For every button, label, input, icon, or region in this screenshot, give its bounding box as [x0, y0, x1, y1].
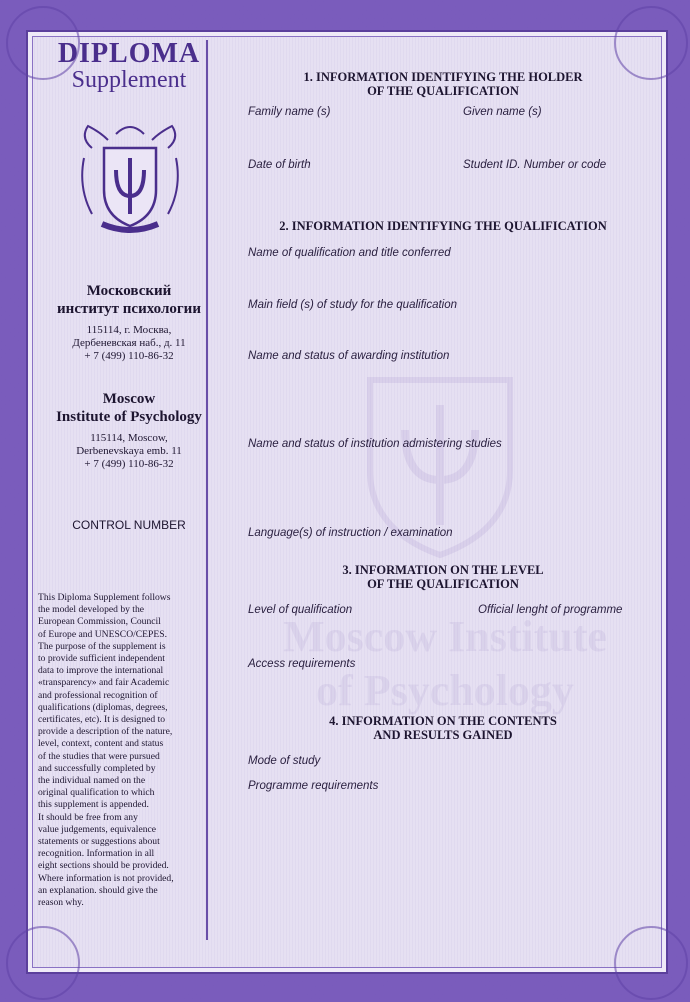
- note-line: and successfully completed by: [38, 762, 156, 774]
- control-number-label: CONTROL NUMBER: [72, 518, 186, 532]
- section-3-heading-line-1: 3. INFORMATION ON THE LEVEL: [342, 563, 544, 577]
- note-line: recognition. Information in all: [38, 848, 155, 860]
- note-line: European Commission, Council: [38, 616, 161, 628]
- institution-en-address-line-2: Derbenevskaya emb. 11: [76, 445, 182, 457]
- section-4-heading: [248, 714, 638, 742]
- family-name-label: Family name (s): [248, 106, 331, 118]
- institution-ru: [26, 282, 232, 363]
- mode-of-study-label: Mode of study: [248, 755, 321, 767]
- section-4-heading-line-1: 4. INFORMATION ON THE CONTENTS: [329, 714, 557, 728]
- institution-ru-address-line-1: 115114, г. Москва,: [86, 324, 172, 336]
- institution-en: [26, 390, 232, 471]
- corner-ornament-bottom-left: [6, 926, 80, 1000]
- note-line: It should be free from any: [38, 811, 138, 823]
- note-line: value judgements, equivalence: [38, 823, 157, 835]
- note-line: the individual named on the: [38, 775, 146, 787]
- institution-en-name-line-2: Institute of Psychology: [56, 409, 202, 425]
- level-of-qualification-label: Level of qualification: [248, 604, 353, 616]
- note-line: the model developed by the: [38, 604, 145, 616]
- note-line: statements or suggestions about: [38, 836, 160, 848]
- section-4-heading-line-2: AND RESULTS GAINED: [373, 728, 513, 742]
- corner-ornament-top-right: [614, 6, 688, 80]
- section-3-heading: [248, 563, 638, 591]
- note-line: certificates, etc). It is designed to: [38, 714, 166, 726]
- institution-ru-name-line-2: институт психологии: [57, 301, 201, 317]
- student-id-label: Student ID. Number or code: [463, 159, 607, 171]
- note-line: original qualification to which: [38, 787, 155, 799]
- corner-ornament-bottom-right: [614, 926, 688, 1000]
- note-line: «transparency» and fair Academic: [38, 677, 170, 689]
- institution-ru-address: [26, 324, 232, 363]
- note-line: This Diploma Supplement follows: [38, 592, 171, 603]
- watermark-line-1: Moscow Institute: [283, 612, 607, 661]
- given-name-label: Given name (s): [463, 106, 542, 118]
- programme-length-label: Official lenght of programme: [478, 604, 623, 616]
- institution-ru-phone: + 7 (499) 110-86-32: [84, 350, 174, 362]
- qualification-name-label: Name of qualification and title conferred: [248, 247, 451, 259]
- note-line: this supplement is appended.: [38, 799, 149, 811]
- note-line: to provide sufficient independent: [38, 653, 165, 665]
- institution-en-address: [26, 432, 232, 471]
- note-line: reason why.: [38, 897, 84, 909]
- note-line: qualifications (diplomas, degrees,: [38, 701, 168, 713]
- note-line: eight sections should be provided.: [38, 860, 169, 872]
- note-line: The purpose of the supplement is: [38, 640, 166, 652]
- institution-en-name-line-1: Moscow: [102, 391, 156, 407]
- section-3-heading-line-2: OF THE QUALIFICATION: [367, 577, 519, 591]
- main-field-label: Main field (s) of study for the qualification: [248, 299, 458, 311]
- note-line: and professional recognition of: [38, 689, 158, 701]
- note-line: provide a description of the nature,: [38, 726, 173, 738]
- date-of-birth-label: Date of birth: [248, 159, 311, 171]
- section-1-heading-line-2: OF THE QUALIFICATION: [367, 84, 519, 98]
- institute-emblem-icon: [78, 118, 182, 240]
- document-title: DIPLOMA: [57, 38, 201, 69]
- institution-ru-name-line-1: Московский: [86, 283, 172, 299]
- explanatory-note: [38, 592, 198, 909]
- administering-institution-label: Name and status of institution admistering studies: [248, 438, 502, 450]
- column-divider: [206, 40, 208, 940]
- access-requirements-label: Access requirements: [248, 658, 356, 670]
- institution-en-address-line-1: 115114, Moscow,: [90, 432, 168, 444]
- document-subtitle: Supplement: [71, 67, 187, 93]
- programme-requirements-label: Programme requirements: [248, 780, 379, 792]
- note-line: of Europe and UNESCO/CEPES.: [38, 628, 167, 640]
- institution-en-phone: + 7 (499) 110-86-32: [84, 458, 174, 470]
- note-line: Where information is not provided,: [38, 872, 174, 884]
- languages-label: Language(s) of instruction / examination: [248, 527, 453, 539]
- watermark-line-2: of Psychology: [316, 666, 574, 715]
- note-line: data to improve the international: [38, 665, 164, 677]
- section-2-heading: 2. INFORMATION IDENTIFYING THE QUALIFICATION: [279, 219, 607, 233]
- awarding-institution-label: Name and status of awarding institution: [248, 350, 450, 362]
- section-1-heading: [248, 70, 638, 98]
- section-1-heading-line-1: 1. INFORMATION IDENTIFYING THE HOLDER: [303, 70, 583, 84]
- note-line: level, context, content and status: [38, 738, 164, 750]
- note-line: an explanation. should give the: [38, 884, 158, 896]
- institution-ru-address-line-2: Дербеневская наб., д. 11: [72, 337, 186, 349]
- note-line: of the studies that were pursued: [38, 750, 160, 762]
